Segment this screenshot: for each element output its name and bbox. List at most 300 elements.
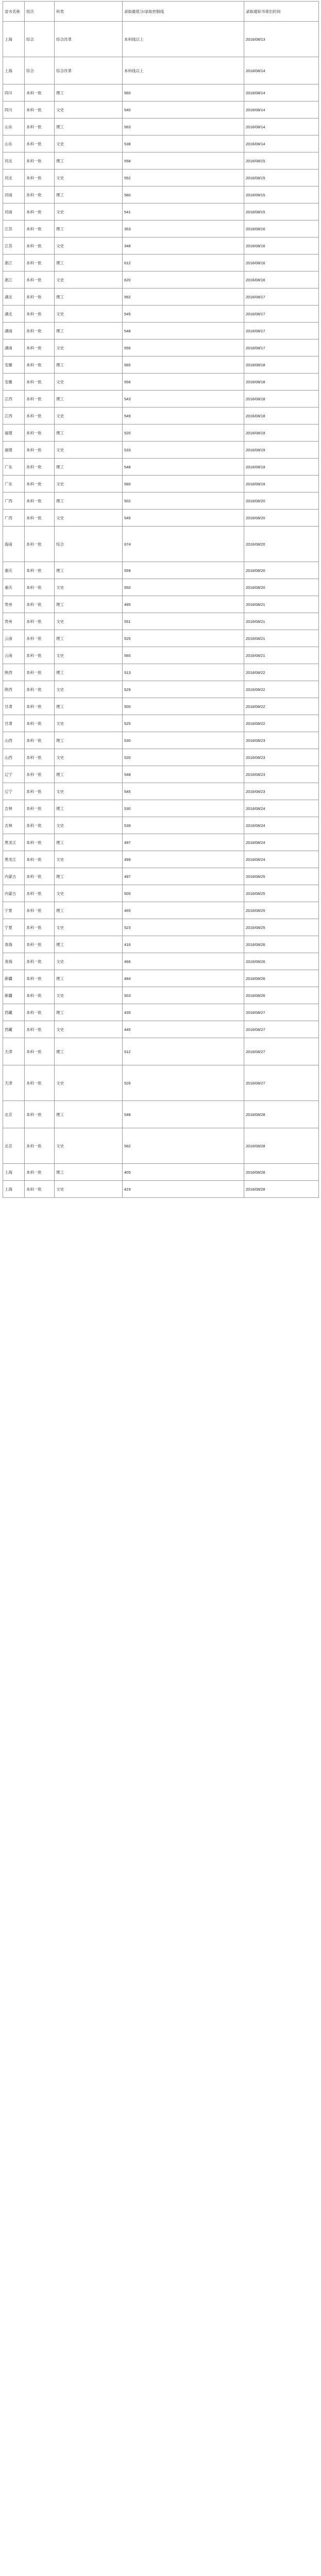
admission-table-sheet bbox=[3, 1, 318, 1198]
table-row bbox=[3, 732, 319, 749]
province-cell: 贵州 bbox=[3, 613, 25, 630]
table-row bbox=[3, 630, 319, 647]
province-cell: 山东 bbox=[3, 135, 25, 152]
score-cell: 本科线以上 bbox=[123, 22, 244, 57]
batch-cell: 本科一批 bbox=[25, 340, 55, 357]
province-cell: 河南 bbox=[3, 187, 25, 204]
score-cell: 499 bbox=[123, 851, 244, 868]
batch-cell: 本科一批 bbox=[25, 255, 55, 272]
score-cell: 423 bbox=[123, 1181, 244, 1198]
batch-cell: 本科一批 bbox=[25, 1038, 55, 1065]
batch-cell: 本科一批 bbox=[25, 1065, 55, 1101]
mail-date-cell: 2016/08/25 bbox=[244, 885, 319, 902]
category-cell: 文史 bbox=[55, 340, 123, 357]
category-cell: 文史 bbox=[55, 408, 123, 425]
province-cell: 江西 bbox=[3, 391, 25, 408]
column-header-batch: 批次 bbox=[25, 2, 55, 22]
province-cell: 青海 bbox=[3, 936, 25, 953]
table-row bbox=[3, 170, 319, 187]
table-row bbox=[3, 851, 319, 868]
category-cell: 文史 bbox=[55, 238, 123, 255]
mail-date-cell: 2016/08/13 bbox=[244, 22, 319, 57]
score-cell: 529 bbox=[123, 681, 244, 698]
mail-date-cell: 2016/08/15 bbox=[244, 187, 319, 204]
batch-cell: 本科一批 bbox=[25, 664, 55, 681]
table-row bbox=[3, 118, 319, 135]
category-cell: 理工 bbox=[55, 936, 123, 953]
mail-date-cell: 2016/08/23 bbox=[244, 766, 319, 783]
table-row bbox=[3, 1021, 319, 1038]
category-cell: 理工 bbox=[55, 562, 123, 579]
province-cell: 宁夏 bbox=[3, 902, 25, 919]
category-cell: 理工 bbox=[55, 970, 123, 987]
score-cell: 525 bbox=[123, 715, 244, 732]
mail-date-cell: 2016/08/18 bbox=[244, 357, 319, 374]
score-cell: 465 bbox=[123, 902, 244, 919]
category-cell: 文史 bbox=[55, 579, 123, 596]
batch-cell: 本科一批 bbox=[25, 953, 55, 970]
mail-date-cell: 2016/08/24 bbox=[244, 834, 319, 851]
batch-cell: 综合 bbox=[25, 22, 55, 57]
column-header-mail-date: 录取通知书寄出时间 bbox=[244, 2, 319, 22]
batch-cell: 本科一批 bbox=[25, 527, 55, 562]
table-row bbox=[3, 1038, 319, 1065]
batch-cell: 本科一批 bbox=[25, 1101, 55, 1128]
province-cell: 宁夏 bbox=[3, 919, 25, 936]
batch-cell: 本科一批 bbox=[25, 510, 55, 527]
batch-cell: 本科一批 bbox=[25, 118, 55, 135]
batch-cell: 本科一批 bbox=[25, 493, 55, 510]
mail-date-cell: 2016/08/28 bbox=[244, 1181, 319, 1198]
table-row bbox=[3, 221, 319, 238]
table-row bbox=[3, 562, 319, 579]
province-cell: 河北 bbox=[3, 170, 25, 187]
province-cell: 陕西 bbox=[3, 664, 25, 681]
province-cell: 甘肃 bbox=[3, 715, 25, 732]
column-header-category: 科类 bbox=[55, 2, 123, 22]
score-cell: 548 bbox=[123, 1101, 244, 1128]
batch-cell: 综合 bbox=[25, 57, 55, 84]
mail-date-cell: 2016/08/26 bbox=[244, 987, 319, 1004]
score-cell: 526 bbox=[123, 1065, 244, 1101]
category-cell: 文史 bbox=[55, 817, 123, 834]
province-cell: 山西 bbox=[3, 732, 25, 749]
province-cell: 江苏 bbox=[3, 238, 25, 255]
mail-date-cell: 2016/08/28 bbox=[244, 1128, 319, 1164]
province-cell: 湖北 bbox=[3, 306, 25, 323]
table-header-row bbox=[3, 2, 319, 22]
category-cell: 文史 bbox=[55, 715, 123, 732]
category-cell: 文史 bbox=[55, 476, 123, 493]
table-row bbox=[3, 510, 319, 527]
province-cell: 广东 bbox=[3, 476, 25, 493]
batch-cell: 本科一批 bbox=[25, 101, 55, 118]
mail-date-cell: 2016/08/24 bbox=[244, 851, 319, 868]
score-cell: 353 bbox=[123, 221, 244, 238]
score-cell: 500 bbox=[123, 698, 244, 715]
score-cell: 674 bbox=[123, 527, 244, 562]
table-row bbox=[3, 1065, 319, 1101]
batch-cell: 本科一批 bbox=[25, 732, 55, 749]
table-row bbox=[3, 425, 319, 442]
table-row bbox=[3, 579, 319, 596]
mail-date-cell: 2016/08/21 bbox=[244, 613, 319, 630]
province-cell: 福建 bbox=[3, 442, 25, 459]
mail-date-cell: 2016/08/19 bbox=[244, 459, 319, 476]
category-cell: 文史 bbox=[55, 851, 123, 868]
mail-date-cell: 2016/08/14 bbox=[244, 57, 319, 84]
province-cell: 上海 bbox=[3, 57, 25, 84]
category-cell: 理工 bbox=[55, 766, 123, 783]
batch-cell: 本科一批 bbox=[25, 868, 55, 885]
score-cell: 533 bbox=[123, 442, 244, 459]
category-cell: 理工 bbox=[55, 357, 123, 374]
table-row bbox=[3, 953, 319, 970]
score-cell: 550 bbox=[123, 579, 244, 596]
table-row bbox=[3, 204, 319, 221]
category-cell: 文史 bbox=[55, 749, 123, 766]
score-cell: 556 bbox=[123, 340, 244, 357]
category-cell: 理工 bbox=[55, 459, 123, 476]
province-cell: 辽宁 bbox=[3, 766, 25, 783]
score-cell: 本科线以上 bbox=[123, 57, 244, 84]
score-cell: 520 bbox=[123, 749, 244, 766]
category-cell: 理工 bbox=[55, 118, 123, 135]
score-cell: 541 bbox=[123, 204, 244, 221]
province-cell: 山西 bbox=[3, 749, 25, 766]
score-cell: 540 bbox=[123, 101, 244, 118]
batch-cell: 本科一批 bbox=[25, 357, 55, 374]
batch-cell: 本科一批 bbox=[25, 459, 55, 476]
mail-date-cell: 2016/08/24 bbox=[244, 800, 319, 817]
table-row bbox=[3, 57, 319, 84]
province-cell: 四川 bbox=[3, 101, 25, 118]
province-cell: 浙江 bbox=[3, 255, 25, 272]
batch-cell: 本科一批 bbox=[25, 613, 55, 630]
batch-cell: 本科一批 bbox=[25, 800, 55, 817]
score-cell: 435 bbox=[123, 1004, 244, 1021]
score-cell: 505 bbox=[123, 885, 244, 902]
score-cell: 497 bbox=[123, 834, 244, 851]
score-cell: 513 bbox=[123, 664, 244, 681]
mail-date-cell: 2016/08/20 bbox=[244, 510, 319, 527]
category-cell: 理工 bbox=[55, 664, 123, 681]
mail-date-cell: 2016/08/25 bbox=[244, 902, 319, 919]
category-cell: 理工 bbox=[55, 425, 123, 442]
mail-date-cell: 2016/08/25 bbox=[244, 919, 319, 936]
mail-date-cell: 2016/08/15 bbox=[244, 204, 319, 221]
batch-cell: 本科一批 bbox=[25, 204, 55, 221]
score-cell: 560 bbox=[123, 476, 244, 493]
province-cell: 陕西 bbox=[3, 681, 25, 698]
province-cell: 北京 bbox=[3, 1101, 25, 1128]
score-cell: 539 bbox=[123, 817, 244, 834]
score-cell: 502 bbox=[123, 493, 244, 510]
table-row bbox=[3, 1128, 319, 1164]
mail-date-cell: 2016/08/17 bbox=[244, 323, 319, 340]
table-row bbox=[3, 408, 319, 425]
category-cell: 理工 bbox=[55, 1004, 123, 1021]
category-cell: 理工 bbox=[55, 630, 123, 647]
batch-cell: 本科一批 bbox=[25, 766, 55, 783]
batch-cell: 本科一批 bbox=[25, 238, 55, 255]
mail-date-cell: 2016/08/15 bbox=[244, 152, 319, 170]
batch-cell: 本科一批 bbox=[25, 715, 55, 732]
mail-date-cell: 2016/08/16 bbox=[244, 221, 319, 238]
batch-cell: 本科一批 bbox=[25, 425, 55, 442]
category-cell: 文史 bbox=[55, 101, 123, 118]
batch-cell: 本科一批 bbox=[25, 442, 55, 459]
category-cell: 理工 bbox=[55, 732, 123, 749]
score-cell: 523 bbox=[123, 919, 244, 936]
table-row bbox=[3, 152, 319, 170]
score-cell: 466 bbox=[123, 953, 244, 970]
table-row bbox=[3, 289, 319, 306]
category-cell: 文史 bbox=[55, 783, 123, 800]
batch-cell: 本科一批 bbox=[25, 289, 55, 306]
province-cell: 云南 bbox=[3, 630, 25, 647]
table-row bbox=[3, 613, 319, 630]
mail-date-cell: 2016/08/19 bbox=[244, 442, 319, 459]
category-cell: 理工 bbox=[55, 902, 123, 919]
table-row bbox=[3, 936, 319, 953]
table-row bbox=[3, 783, 319, 800]
batch-cell: 本科一批 bbox=[25, 936, 55, 953]
category-cell: 文史 bbox=[55, 919, 123, 936]
mail-date-cell: 2016/08/23 bbox=[244, 749, 319, 766]
batch-cell: 本科一批 bbox=[25, 885, 55, 902]
table-row bbox=[3, 101, 319, 118]
mail-date-cell: 2016/08/26 bbox=[244, 953, 319, 970]
category-cell: 文史 bbox=[55, 613, 123, 630]
batch-cell: 本科一批 bbox=[25, 84, 55, 101]
category-cell: 理工 bbox=[55, 221, 123, 238]
mail-date-cell: 2016/08/26 bbox=[244, 936, 319, 953]
mail-date-cell: 2016/08/22 bbox=[244, 664, 319, 681]
score-cell: 560 bbox=[123, 647, 244, 664]
score-cell: 484 bbox=[123, 970, 244, 987]
mail-date-cell: 2016/08/17 bbox=[244, 306, 319, 323]
table-row bbox=[3, 391, 319, 408]
score-cell: 445 bbox=[123, 1021, 244, 1038]
score-cell: 558 bbox=[123, 152, 244, 170]
mail-date-cell: 2016/08/21 bbox=[244, 596, 319, 613]
score-cell: 560 bbox=[123, 187, 244, 204]
batch-cell: 本科一批 bbox=[25, 630, 55, 647]
mail-date-cell: 2016/08/20 bbox=[244, 562, 319, 579]
province-cell: 四川 bbox=[3, 84, 25, 101]
batch-cell: 本科一批 bbox=[25, 596, 55, 613]
province-cell: 新疆 bbox=[3, 987, 25, 1004]
table-row bbox=[3, 1164, 319, 1181]
batch-cell: 本科一批 bbox=[25, 579, 55, 596]
batch-cell: 本科一批 bbox=[25, 152, 55, 170]
province-cell: 西藏 bbox=[3, 1004, 25, 1021]
table-row bbox=[3, 493, 319, 510]
score-cell: 538 bbox=[123, 135, 244, 152]
table-row bbox=[3, 766, 319, 783]
province-cell: 江苏 bbox=[3, 221, 25, 238]
score-cell: 495 bbox=[123, 596, 244, 613]
batch-cell: 本科一批 bbox=[25, 749, 55, 766]
batch-cell: 本科一批 bbox=[25, 1164, 55, 1181]
category-cell: 综合改革 bbox=[55, 22, 123, 57]
table-row bbox=[3, 1181, 319, 1198]
score-cell: 548 bbox=[123, 323, 244, 340]
batch-cell: 本科一批 bbox=[25, 970, 55, 987]
category-cell: 理工 bbox=[55, 1101, 123, 1128]
mail-date-cell: 2016/08/16 bbox=[244, 255, 319, 272]
table-row bbox=[3, 306, 319, 323]
category-cell: 文史 bbox=[55, 1021, 123, 1038]
category-cell: 文史 bbox=[55, 953, 123, 970]
table-row bbox=[3, 374, 319, 391]
mail-date-cell: 2016/08/18 bbox=[244, 408, 319, 425]
province-cell: 贵州 bbox=[3, 596, 25, 613]
province-cell: 山东 bbox=[3, 118, 25, 135]
table-row bbox=[3, 902, 319, 919]
mail-date-cell: 2016/08/20 bbox=[244, 493, 319, 510]
category-cell: 文史 bbox=[55, 442, 123, 459]
score-cell: 563 bbox=[123, 118, 244, 135]
province-cell: 甘肃 bbox=[3, 698, 25, 715]
category-cell: 理工 bbox=[55, 493, 123, 510]
category-cell: 综合 bbox=[55, 527, 123, 562]
mail-date-cell: 2016/08/28 bbox=[244, 1101, 319, 1128]
province-cell: 浙江 bbox=[3, 272, 25, 289]
mail-date-cell: 2016/08/17 bbox=[244, 289, 319, 306]
mail-date-cell: 2016/08/23 bbox=[244, 783, 319, 800]
score-cell: 497 bbox=[123, 868, 244, 885]
category-cell: 文史 bbox=[55, 374, 123, 391]
province-cell: 江西 bbox=[3, 408, 25, 425]
batch-cell: 本科一批 bbox=[25, 647, 55, 664]
category-cell: 文史 bbox=[55, 1128, 123, 1164]
table-row bbox=[3, 255, 319, 272]
batch-cell: 本科一批 bbox=[25, 323, 55, 340]
mail-date-cell: 2016/08/22 bbox=[244, 698, 319, 715]
province-cell: 广西 bbox=[3, 510, 25, 527]
province-cell: 湖南 bbox=[3, 323, 25, 340]
score-cell: 543 bbox=[123, 391, 244, 408]
category-cell: 文史 bbox=[55, 170, 123, 187]
batch-cell: 本科一批 bbox=[25, 476, 55, 493]
batch-cell: 本科一批 bbox=[25, 391, 55, 408]
table-row bbox=[3, 698, 319, 715]
category-cell: 理工 bbox=[55, 255, 123, 272]
table-row bbox=[3, 84, 319, 101]
province-cell: 安徽 bbox=[3, 374, 25, 391]
batch-cell: 本科一批 bbox=[25, 987, 55, 1004]
mail-date-cell: 2016/08/22 bbox=[244, 715, 319, 732]
category-cell: 理工 bbox=[55, 1038, 123, 1065]
table-row bbox=[3, 459, 319, 476]
score-cell: 545 bbox=[123, 783, 244, 800]
category-cell: 理工 bbox=[55, 84, 123, 101]
batch-cell: 本科一批 bbox=[25, 306, 55, 323]
score-cell: 545 bbox=[123, 306, 244, 323]
category-cell: 综合改革 bbox=[55, 57, 123, 84]
mail-date-cell: 2016/08/16 bbox=[244, 272, 319, 289]
table-row bbox=[3, 476, 319, 493]
province-cell: 重庆 bbox=[3, 562, 25, 579]
category-cell: 理工 bbox=[55, 323, 123, 340]
category-cell: 文史 bbox=[55, 647, 123, 664]
score-cell: 520 bbox=[123, 425, 244, 442]
score-cell: 551 bbox=[123, 613, 244, 630]
table-row bbox=[3, 22, 319, 57]
score-cell: 556 bbox=[123, 374, 244, 391]
mail-date-cell: 2016/08/14 bbox=[244, 84, 319, 101]
mail-date-cell: 2016/08/17 bbox=[244, 340, 319, 357]
column-header-score: 录取最低分/录取控制线 bbox=[123, 2, 244, 22]
province-cell: 重庆 bbox=[3, 579, 25, 596]
province-cell: 湖北 bbox=[3, 289, 25, 306]
province-cell: 上海 bbox=[3, 1181, 25, 1198]
mail-date-cell: 2016/08/27 bbox=[244, 1065, 319, 1101]
batch-cell: 本科一批 bbox=[25, 170, 55, 187]
score-cell: 405 bbox=[123, 1164, 244, 1181]
table-body bbox=[3, 22, 319, 1198]
category-cell: 文史 bbox=[55, 204, 123, 221]
province-cell: 天津 bbox=[3, 1038, 25, 1065]
score-cell: 530 bbox=[123, 732, 244, 749]
province-cell: 河南 bbox=[3, 204, 25, 221]
batch-cell: 本科一批 bbox=[25, 919, 55, 936]
batch-cell: 本科一批 bbox=[25, 817, 55, 834]
batch-cell: 本科一批 bbox=[25, 408, 55, 425]
batch-cell: 本科一批 bbox=[25, 851, 55, 868]
mail-date-cell: 2016/08/28 bbox=[244, 1164, 319, 1181]
province-cell: 上海 bbox=[3, 1164, 25, 1181]
score-cell: 559 bbox=[123, 562, 244, 579]
mail-date-cell: 2016/08/18 bbox=[244, 391, 319, 408]
mail-date-cell: 2016/08/22 bbox=[244, 681, 319, 698]
province-cell: 西藏 bbox=[3, 1021, 25, 1038]
category-cell: 文史 bbox=[55, 885, 123, 902]
mail-date-cell: 2016/08/14 bbox=[244, 118, 319, 135]
category-cell: 理工 bbox=[55, 868, 123, 885]
batch-cell: 本科一批 bbox=[25, 834, 55, 851]
score-cell: 548 bbox=[123, 766, 244, 783]
score-cell: 562 bbox=[123, 1128, 244, 1164]
mail-date-cell: 2016/08/16 bbox=[244, 238, 319, 255]
province-cell: 天津 bbox=[3, 1065, 25, 1101]
province-cell: 广东 bbox=[3, 459, 25, 476]
mail-date-cell: 2016/08/21 bbox=[244, 647, 319, 664]
table-row bbox=[3, 357, 319, 374]
province-cell: 福建 bbox=[3, 425, 25, 442]
mail-date-cell: 2016/08/25 bbox=[244, 868, 319, 885]
score-cell: 348 bbox=[123, 238, 244, 255]
table-row bbox=[3, 800, 319, 817]
score-cell: 620 bbox=[123, 272, 244, 289]
table-row bbox=[3, 340, 319, 357]
batch-cell: 本科一批 bbox=[25, 187, 55, 204]
mail-date-cell: 2016/08/26 bbox=[244, 970, 319, 987]
province-cell: 安徽 bbox=[3, 357, 25, 374]
column-header-province: 省市名称 bbox=[3, 2, 25, 22]
province-cell: 云南 bbox=[3, 647, 25, 664]
batch-cell: 本科一批 bbox=[25, 783, 55, 800]
province-cell: 内蒙古 bbox=[3, 885, 25, 902]
table-row bbox=[3, 885, 319, 902]
category-cell: 文史 bbox=[55, 306, 123, 323]
table-row bbox=[3, 715, 319, 732]
table-row bbox=[3, 272, 319, 289]
score-cell: 525 bbox=[123, 630, 244, 647]
province-cell: 湖南 bbox=[3, 340, 25, 357]
